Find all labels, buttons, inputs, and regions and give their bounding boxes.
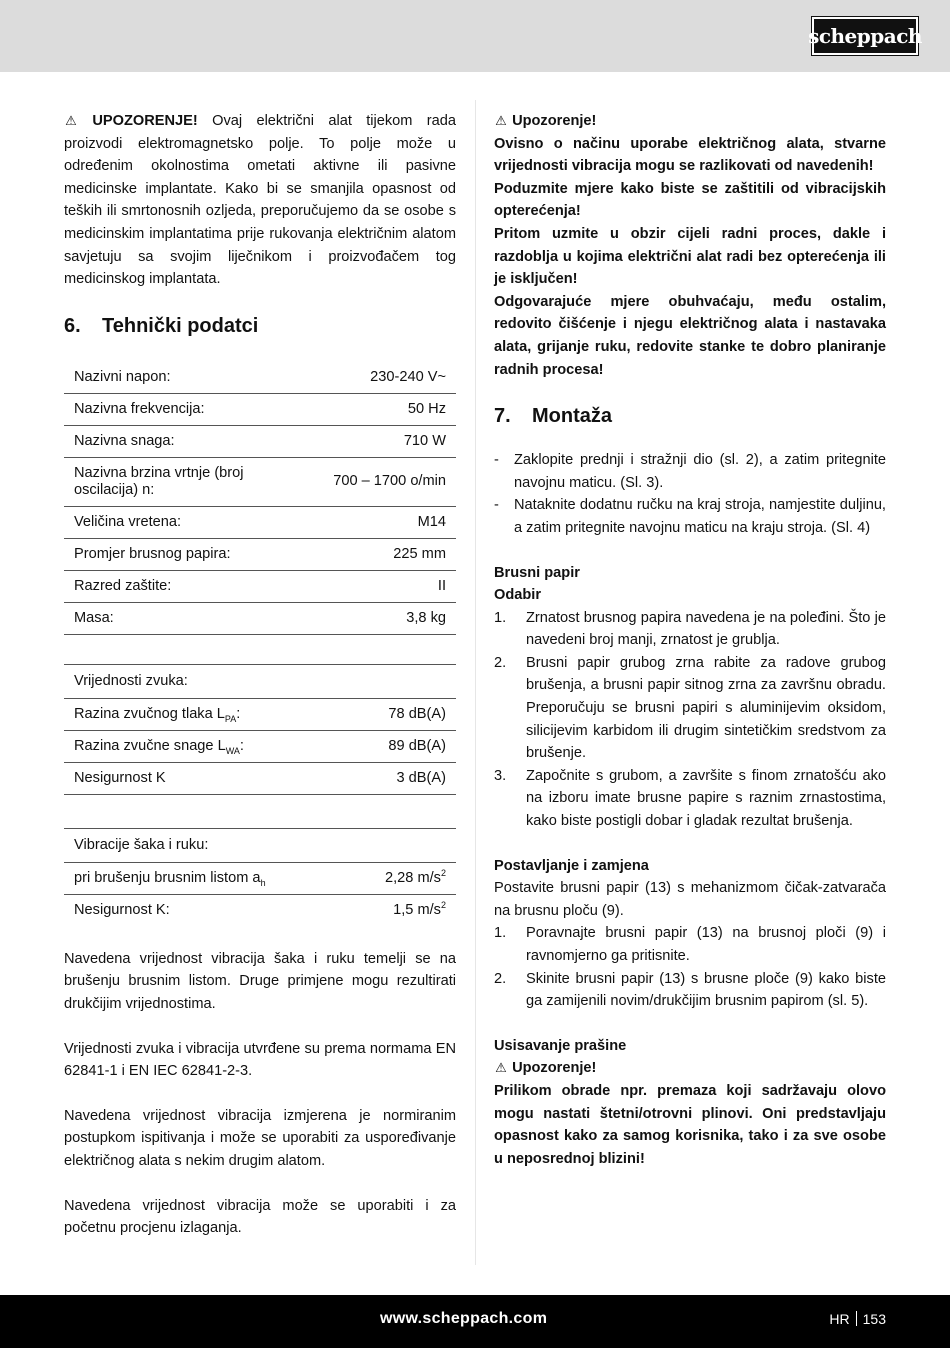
spec-value: 700 – 1700 o/min (314, 457, 456, 506)
warning-line: Pritom uzmite u obzir cijeli radni proces, dakle i razdoblja u kojima električni alat radi bez opterećenja ili je isključen! (494, 225, 886, 288)
spec-row (64, 602, 456, 634)
sound-k-value: 3 dB(A) (314, 762, 456, 794)
assembly-list (494, 449, 886, 539)
spec-row (64, 457, 456, 506)
warning-label: UPOZORENJE! (92, 113, 198, 129)
section-title: Montaža (532, 405, 612, 428)
scheppach-logo: scheppach (812, 17, 918, 55)
separator (856, 1311, 857, 1326)
subheading-mounting: Postavljanje i zamjena (494, 857, 649, 874)
sound-title: Vrijednosti zvuka: (64, 664, 456, 698)
sound-k-label: Nesigurnost K (64, 762, 314, 794)
selection-list (494, 607, 886, 833)
spec-row (64, 570, 456, 602)
dust-warning-header (494, 1057, 886, 1080)
mount-intro: Postavite brusni papir (13) s mehanizmom čičak-zatvarača na brusnu ploču (9). (494, 880, 886, 919)
vib-value: 2,28 $m/s^2$ (314, 862, 456, 894)
website-url: www.scheppach.com (380, 1310, 548, 1327)
list-item: 2. Skinite brusni papir (13) s brusne ploče (9) kako biste ga zamijenili novim/drukčijim brusnim papirom (sl. 5). (494, 970, 886, 1010)
paragraph: Navedena vrijednost vibracija može se uporabiti i za početnu procjenu izlaganja. (64, 1197, 456, 1237)
vib-row (64, 862, 456, 894)
warning-triangle-icon: ⚠ (65, 113, 77, 128)
sound-pressure-label: Razina zvučnog tlaka $L_{PA}$: (64, 698, 314, 730)
section-title: Tehnički podatci (102, 314, 259, 337)
spec-label: Nazivni napon: (64, 362, 314, 394)
vib-title-row (64, 828, 456, 862)
vib-k-label: Nesigurnost K: (74, 901, 170, 918)
spec-label: Nazivna snaga: (64, 425, 314, 457)
warning-line: Poduzmite mjere kako biste se zaštitili od vibracijskih opterećenja! (494, 180, 886, 220)
list-item: - Zaklopite prednji i stražnji dio (sl. 2), a zatim pritegnite navojnu maticu. (Sl. 3). (494, 452, 886, 491)
list-item: - Nataknite dodatnu ručku na kraj stroja, namjestite duljinu, a zatim pritegnite navojnu maticu na kraju stroja. (Sl. 4) (494, 497, 886, 536)
right-column (494, 110, 886, 1170)
warning-triangle-icon: ⚠ (495, 1060, 507, 1076)
list-item: 2. Brusni papir grubog zrna rabite za radove grubog brušenja, a brusni papir sitnog zrna za završnu obradu. Preporučuju se brusni papiri s aluminijevim oksidom, silicijevim karbidom ili drugim sintetičkim sredstvom za brušenje. (494, 654, 886, 762)
spec-value: II (314, 570, 456, 602)
spec-label: Razred zaštite: (64, 570, 314, 602)
vib-label: pri brušenju brusnim listom $a_h$ (64, 862, 314, 894)
language-code: HR (829, 1311, 850, 1327)
left-column (64, 110, 456, 1240)
spec-row (64, 538, 456, 570)
page-number: 153 (862, 1311, 886, 1327)
mount-list (494, 922, 886, 1012)
spec-label: Promjer brusnog papira: (64, 538, 314, 570)
subheading-sanding-paper: Brusni papir (494, 564, 580, 581)
spec-row (64, 362, 456, 394)
spacer-row (64, 794, 456, 828)
sound-power-value: 89 dB(A) (314, 730, 456, 762)
section-number: 7. (494, 405, 511, 428)
spec-row (64, 425, 456, 457)
section-number: 6. (64, 314, 81, 337)
vibration-warning (494, 110, 886, 381)
section-heading-7 (494, 403, 886, 429)
warning-triangle-icon: ⚠ (495, 113, 507, 128)
subheading-dust-extraction: Usisavanje prašine (494, 1037, 627, 1054)
vib-k-value: 1,5 $m/s^2$ (393, 899, 446, 918)
spacer-row (64, 634, 456, 664)
spec-table (64, 362, 456, 926)
paragraph: Navedena vrijednost vibracija šaka i ruku temelji se na brušenju brusnim listom. Druge primjene mogu rezultirati drukčijim vrijednostima. (64, 950, 456, 1012)
sound-k-row (64, 762, 456, 794)
warning-line: Odgovarajuće mjere obuhvaćaju, među ostalim, redovito čišćenje i njegu električnog alata i nastavaka alata, grijanje ruku, redovite stanke te dobro planiranje radnih procesa! (494, 293, 886, 378)
page-indicator (829, 1311, 886, 1327)
spec-row (64, 506, 456, 538)
warning-text: Ovaj električni alat tijekom rada proizvodi elektromagnetsko polje. To polje može u određenim okolnostima ometati aktivne ili pasivne medicinske implantate. Kako bi se smanjila opasnost od teških ili smrtonosnih ozljeda, preporučujemo da se osobe s medicinskim implantatima prije rukovanja električnim alatom savjetuju sa svojim liječnikom i proizvođačem tog medicinskog implantata. (64, 113, 456, 288)
sound-pressure-row (64, 698, 456, 730)
spec-value: 710 W (314, 425, 456, 457)
sound-power-row (64, 730, 456, 762)
paragraph: Vrijednosti zvuka i vibracija utvrđene su prema normama EN 62841-1 i EN IEC 62841-2-3. (64, 1040, 456, 1080)
vib-k-row (64, 894, 456, 926)
spec-value: 230-240 V~ (314, 362, 456, 394)
spec-value: M14 (314, 506, 456, 538)
list-item: 1. Poravnajte brusni papir (13) na brusnoj ploči (9) i ravnomjerno ga pritisnite. (494, 925, 886, 964)
spec-label: Nazivna frekvencija: (64, 393, 314, 425)
dust-warning-text: Prilikom obrade npr. premaza koji sadržavaju olovo mogu nastati štetni/otrovni plinovi. Oni predstavljaju opasnost kako za samog korisnika, tako i za sve osobe u neposrednoj blizini! (494, 1082, 886, 1167)
list-item: 1. Zrnatost brusnog papira navedena je na poleđini. Što je navedeni broj manji, zrnatost je grublja. (494, 609, 886, 649)
spec-label: Masa: (64, 602, 314, 634)
page-header (0, 0, 950, 72)
column-divider (475, 100, 476, 1265)
sound-pressure-value: 78 dB(A) (314, 698, 456, 730)
warning-line: Ovisno o načinu uporabe električnog alata, stvarne vrijednosti vibracija mogu se razlikovati od navedenih! (494, 135, 886, 175)
warning-label: Upozorenje! (512, 113, 597, 129)
spec-label: Veličina vretena: (64, 506, 314, 538)
warning-header (494, 110, 886, 133)
page-footer (0, 1295, 950, 1348)
section-heading-6 (64, 313, 456, 339)
sound-title-row (64, 664, 456, 698)
emf-warning (64, 110, 456, 291)
vib-title: Vibracije šaka i ruku: (64, 828, 456, 862)
spec-row (64, 393, 456, 425)
subheading-selection: Odabir (494, 587, 542, 604)
paragraph: Navedena vrijednost vibracija izmjerena je normiranim postupkom ispitivanja i može se uporabiti za uspoređivanje električnog alata s nekim drugim alatom. (64, 1107, 456, 1169)
warning-label: Upozorenje! (512, 1060, 597, 1077)
spec-value: 3,8 kg (314, 602, 456, 634)
sound-power-label: Razina zvučne snage $L_{WA}$: (64, 730, 314, 762)
spec-value: 225 mm (314, 538, 456, 570)
list-item: 3. Započnite s grubom, a završite s finom zrnatošću ako na izboru imate brusne papire s raznim zrnastostima, kako biste postigli dobar i gladak rezultat brušenja. (494, 767, 886, 830)
spec-label: Nazivna brzina vrtnje (broj oscilacija) n: (64, 457, 314, 506)
spec-value: 50 Hz (314, 393, 456, 425)
